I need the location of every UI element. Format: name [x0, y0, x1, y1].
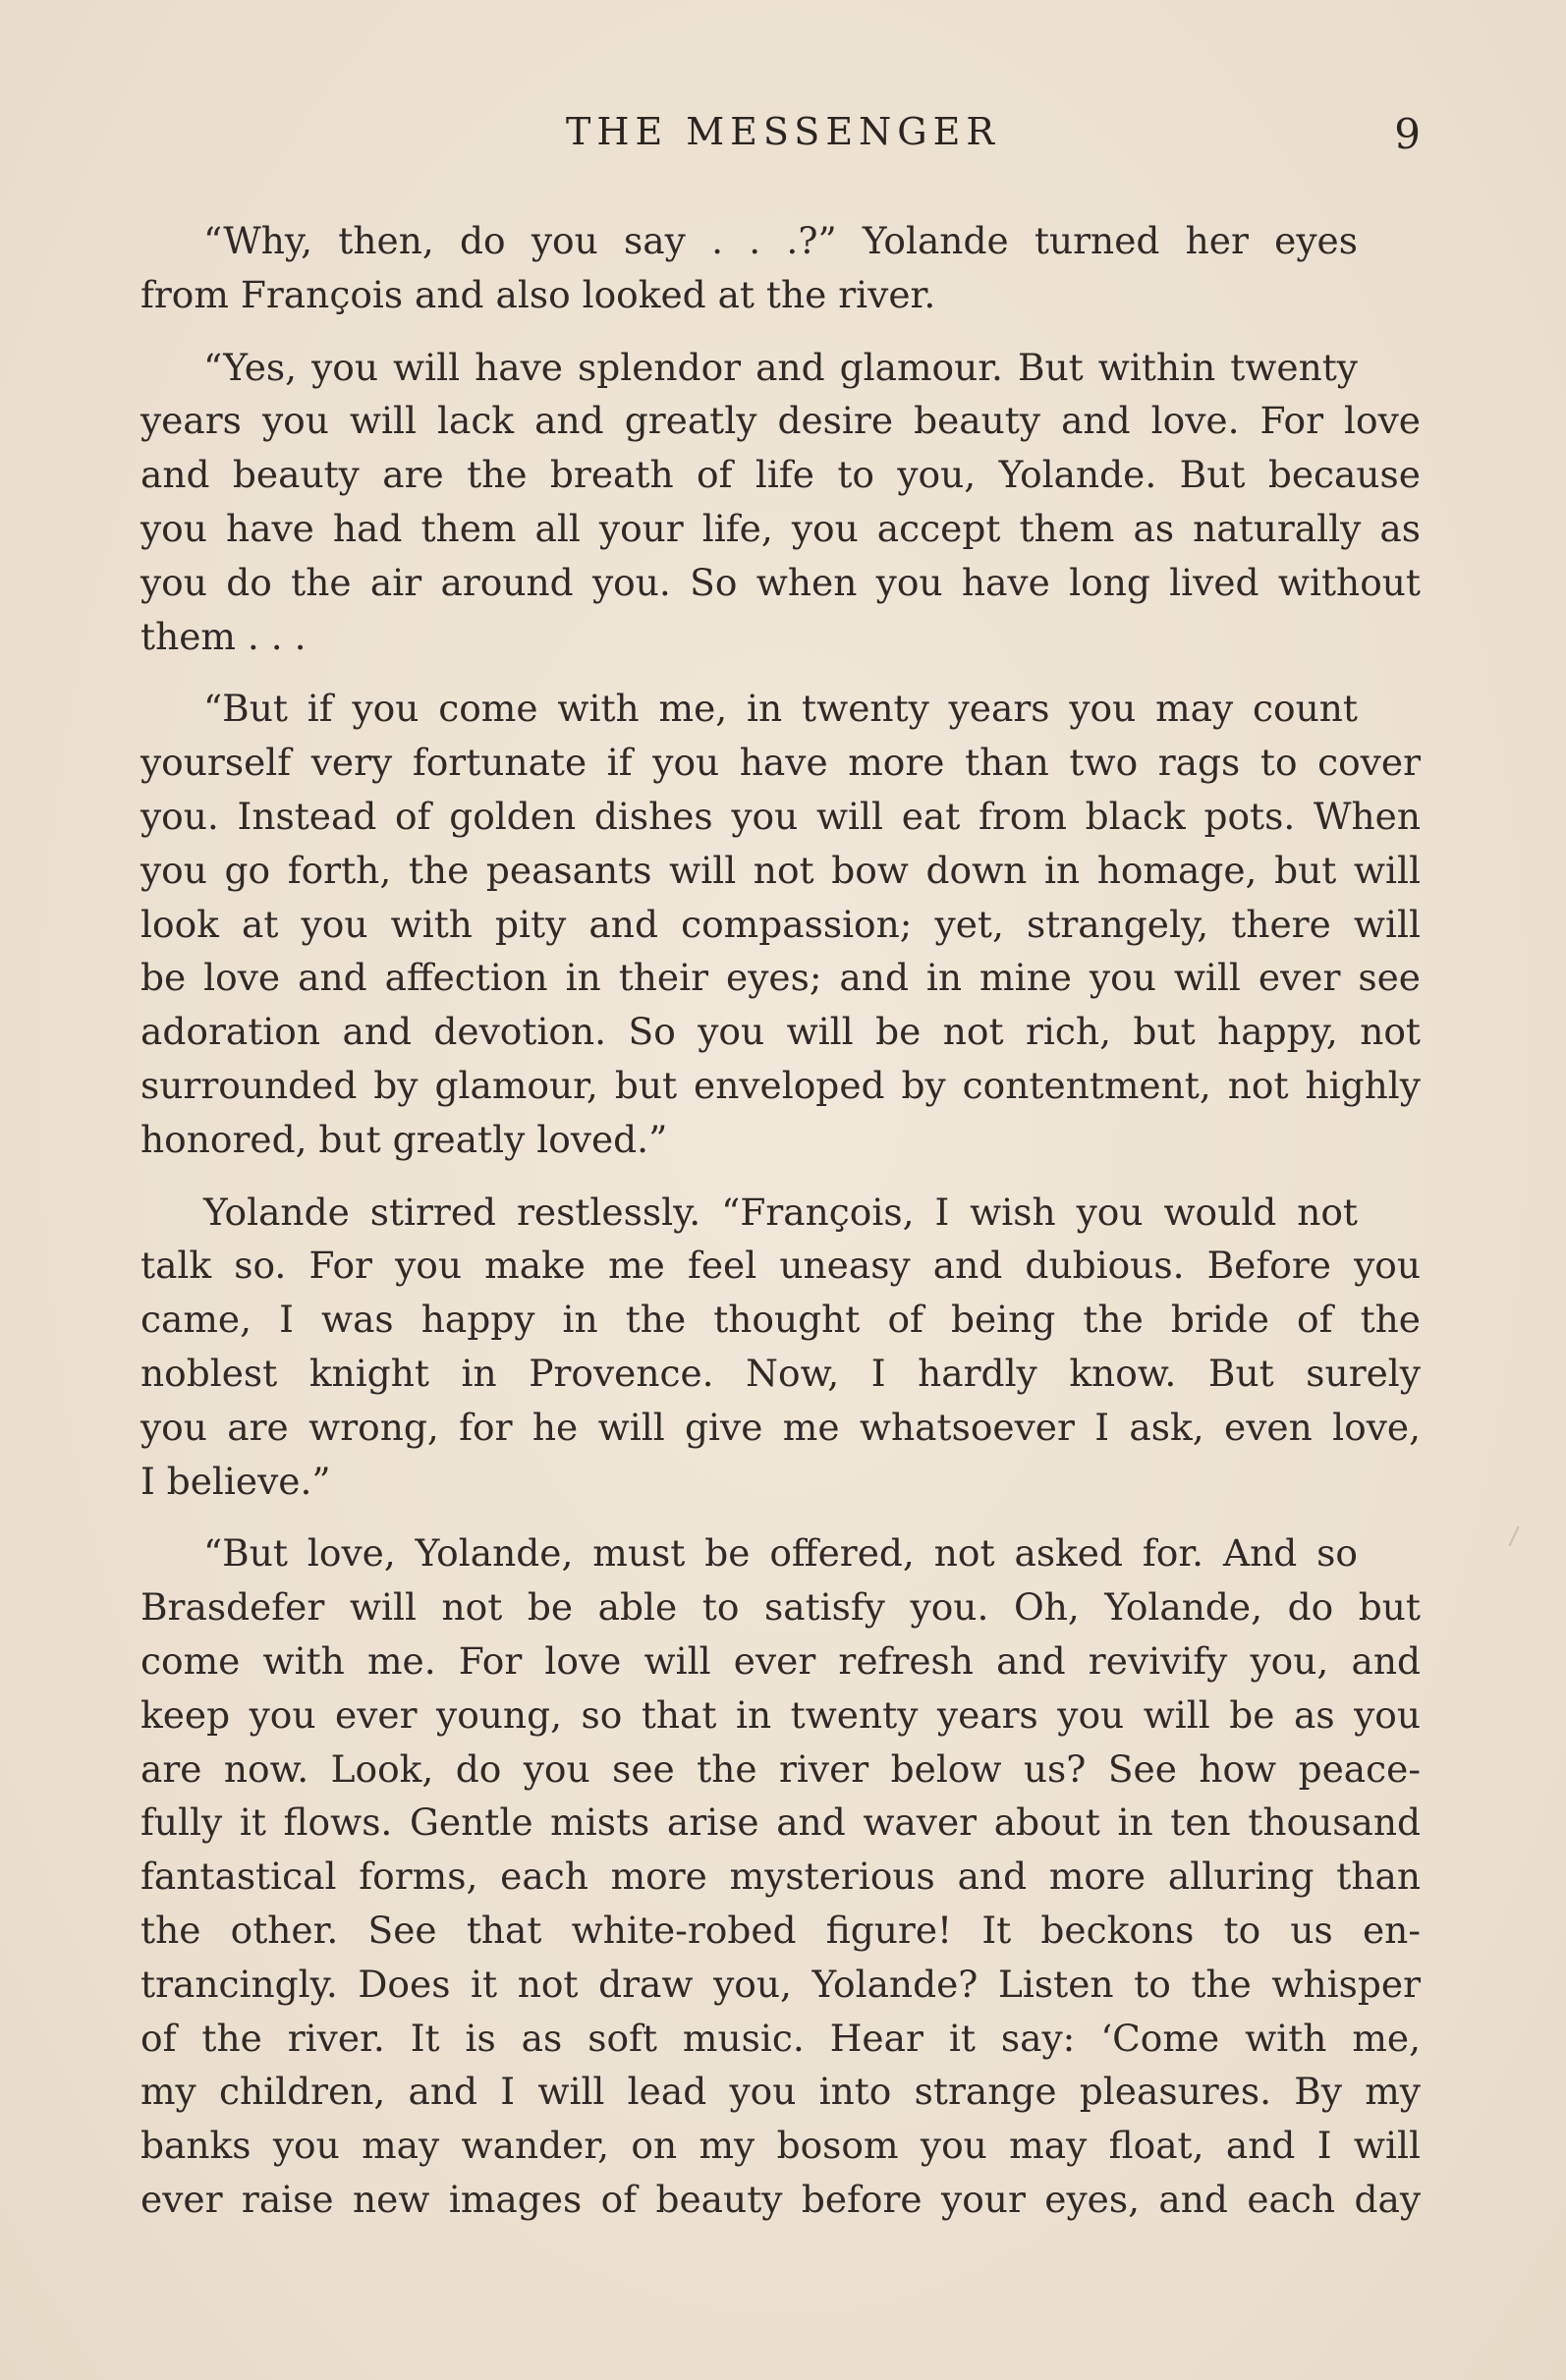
running-head	[0, 110, 1566, 169]
text-line: ever raise new images of beauty before your eyes, and each day	[140, 2177, 1421, 2221]
text-line: come with me. For love will ever refresh and revivify you, and	[140, 1638, 1421, 1683]
page-number: 9	[1394, 110, 1421, 158]
text-line: fully it flows. Gentle mists arise and waver about in ten thousand	[140, 1800, 1421, 1845]
text-line: be love and affection in their eyes; and in mine you will ever see	[140, 956, 1421, 1000]
text-line: “But love, Yolande, must be offered, not asked for. And so	[203, 1531, 1358, 1576]
text-line: Yolande stirred restlessly. “François, I wish you would not	[203, 1190, 1358, 1234]
text-line: from François and also looked at the river.	[140, 272, 936, 316]
text-line: and beauty are the breath of life to you, Yolande. But because	[140, 453, 1421, 497]
text-line: years you will lack and greatly desire beauty and love. For love	[140, 399, 1421, 443]
paragraph-1	[140, 214, 1421, 322]
text-line: came, I was happy in the thought of being the bride of the	[140, 1298, 1421, 1342]
text-line: yourself very fortunate if you have more than two rags to cover	[140, 741, 1421, 785]
paragraph-3	[140, 682, 1421, 1166]
body-text	[140, 214, 1421, 2245]
text-line: Brasdefer will not be able to satisfy you. Oh, Yolande, do but	[140, 1585, 1421, 1630]
text-line: “Why, then, do you say . . .?” Yolande turned her eyes	[203, 219, 1358, 262]
text-line: talk so. For you make me feel uneasy and dubious. Before you	[140, 1244, 1421, 1288]
text-line: “Yes, you will have splendor and glamour. But within twenty	[203, 345, 1358, 389]
paragraph-2	[140, 341, 1421, 664]
text-line: you go forth, the peasants will not bow down in homage, but will	[140, 848, 1421, 892]
text-line: you have had them all your life, you accept them as naturally as	[140, 506, 1421, 550]
text-line: adoration and devotion. So you will be not rich, but happy, not	[140, 1010, 1421, 1054]
text-line: surrounded by glamour, but enveloped by contentment, not highly	[140, 1063, 1421, 1107]
text-line: my children, and I will lead you into strange pleasures. By my	[140, 2070, 1421, 2114]
text-line: are now. Look, do you see the river below us? See how peace-	[140, 1746, 1421, 1791]
text-line: the other. See that white-robed figure! It beckons to us en-	[140, 1908, 1421, 1952]
text-line: noblest knight in Provence. Now, I hardly know. But surely	[140, 1351, 1421, 1395]
text-line: fantastical forms, each more mysterious and more alluring than	[140, 1854, 1421, 1899]
text-line: look at you with pity and compassion; yet, strangely, there will	[140, 902, 1421, 946]
text-line: you are wrong, for he will give me whatsoever I ask, even love,	[140, 1405, 1421, 1449]
running-title: THE MESSENGER	[565, 110, 1001, 153]
text-line: trancingly. Does it not draw you, Yolande? Listen to the whisper	[140, 1962, 1421, 2006]
text-line: honored, but greatly loved.”	[140, 1117, 668, 1161]
text-line: keep you ever young, so that in twenty years you will be as you	[140, 1692, 1421, 1737]
text-line: “But if you come with me, in twenty years you may count	[203, 687, 1358, 731]
text-line: them . . .	[140, 614, 307, 658]
margin-mark	[1508, 1526, 1519, 1547]
text-line: I believe.”	[140, 1459, 331, 1503]
text-line: you do the air around you. So when you have long lived without	[140, 560, 1421, 604]
paragraph-4	[140, 1186, 1421, 1509]
text-line: you. Instead of golden dishes you will eat from black pots. When	[140, 794, 1421, 838]
text-line: banks you may wander, on my bosom you may float, and I will	[140, 2124, 1421, 2168]
paragraph-5	[140, 1526, 1421, 2226]
text-line: of the river. It is as soft music. Hear it say: ‘Come with me,	[140, 2016, 1421, 2060]
